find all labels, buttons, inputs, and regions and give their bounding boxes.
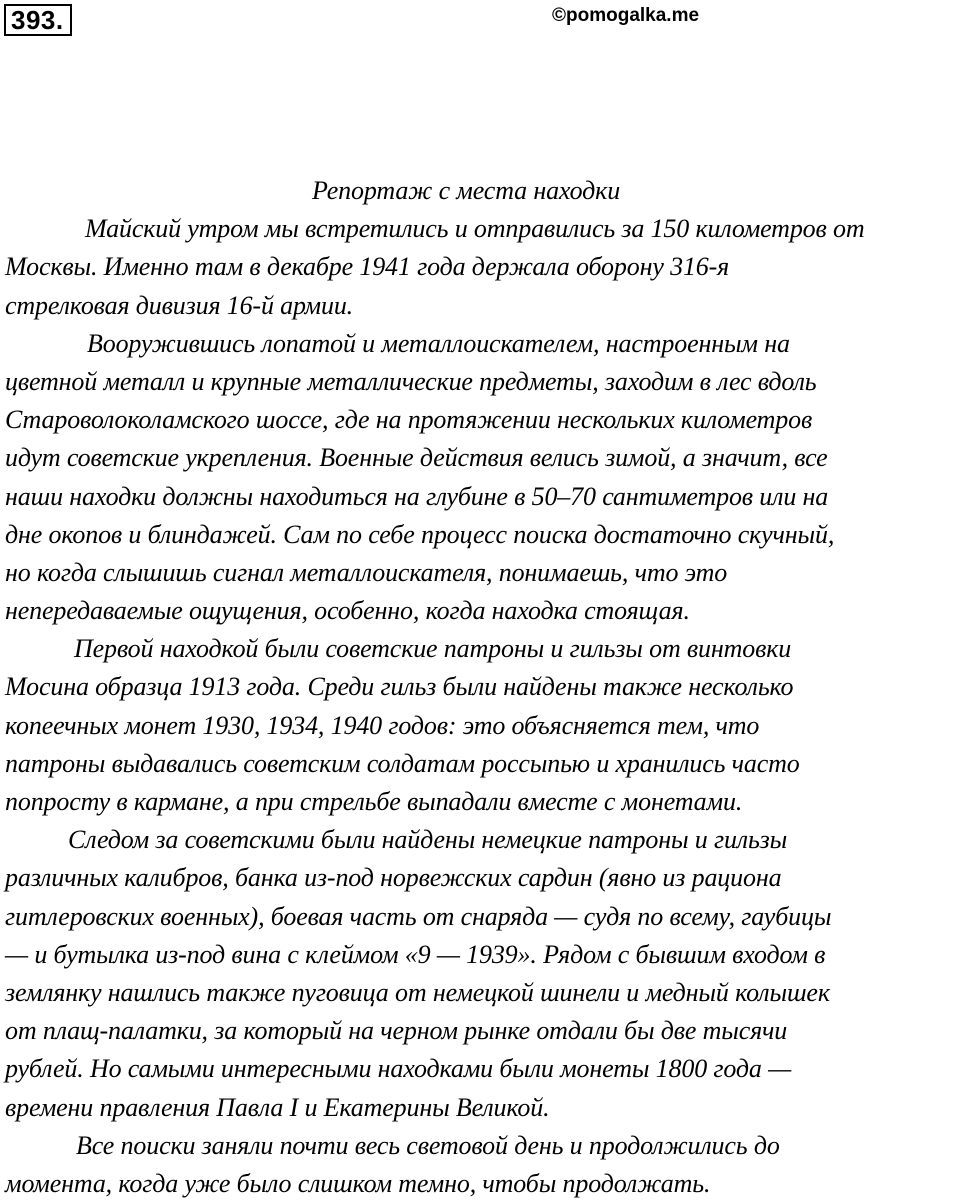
paragraph-2-line-2: цветной металл и крупные металлические предметы, заходим в лес вдоль bbox=[5, 366, 817, 396]
task-number-badge: 393. bbox=[4, 4, 72, 36]
paragraph-4-line-7: рублей. Но самыми интересными находками были монеты 1800 года — bbox=[5, 1054, 792, 1084]
paragraph-5-line-2: момента, когда уже было слишком темно, чтобы продолжать. bbox=[5, 1168, 711, 1198]
paragraph-4-line-2: различных калибров, банка из-под норвежских сардин (явно из рациона bbox=[5, 863, 782, 893]
paragraph-2-line-7: но когда слышишь сигнал металлоискателя, понимаешь, что это bbox=[5, 557, 728, 587]
paragraph-2-line-4: идут советские укрепления. Военные действия велись зимой, а значит, все bbox=[5, 443, 828, 473]
paragraph-3-line-5: попросту в кармане, а при стрельбе выпадали вместе с монетами. bbox=[5, 787, 743, 816]
paragraph-4-line-6: от плащ-палатки, за который на черном рынке отдали бы две тысячи bbox=[5, 1016, 788, 1046]
paragraph-1-line-3: стрелковая дивизия 16-й армии. bbox=[5, 290, 354, 320]
article-body bbox=[5, 172, 960, 1203]
paragraph-3-line-4: патроны выдавались советским солдатам россыпью и хранились часто bbox=[5, 748, 800, 778]
paragraph-4-line-4: — и бутылка из-под вина с клеймом «9 — 1939». Рядом с бывшим входом в bbox=[5, 939, 826, 969]
paragraph-4-line-8: времени правления Павла I и Екатерины Великой. bbox=[5, 1092, 550, 1122]
paragraph-1-line-1: Майский утром мы встретились и отправились за 150 километров от bbox=[85, 214, 865, 244]
paragraph-2-line-3: Староволоколамского шоссе, где на протяжении нескольких километров bbox=[5, 405, 813, 435]
paragraph-3-line-3: копеечных монет 1930, 1934, 1940 годов: это объясняется тем, что bbox=[5, 710, 760, 740]
paragraph-4-line-3: гитлеровских военных), боевая часть от снаряда — судя по всему, гаубицы bbox=[5, 901, 832, 931]
paragraph-3-line-2: Мосина образца 1913 года. Среди гильз были найдены также несколько bbox=[5, 672, 794, 702]
paragraph-4-line-1: Следом за советскими были найдены немецкие патроны и гильзы bbox=[68, 825, 788, 855]
paragraph-3-line-1: Первой находкой были советские патроны и гильзы от винтовки bbox=[74, 634, 792, 664]
paragraph-2-line-8: непередаваемые ощущения, особенно, когда находка стоящая. bbox=[5, 596, 690, 626]
article-title: Репортаж с места находки bbox=[312, 176, 621, 205]
site-watermark: ©pomogalka.me bbox=[552, 5, 700, 26]
paragraph-5-line-1: Все поиски заняли почти весь световой день и продолжились до bbox=[76, 1130, 780, 1160]
paragraph-2-line-6: дне окопов и блиндажей. Сам по себе процесс поиска достаточно скучный, bbox=[5, 519, 835, 549]
paragraph-1-line-2: Москвы. Именно там в декабре 1941 года держала оборону 316-я bbox=[5, 252, 730, 282]
paragraph-2-line-1: Вооружившись лопатой и металлоискателем, настроенным на bbox=[87, 328, 790, 358]
paragraph-4-line-5: землянку нашлись также пуговица от немецкой шинели и медный колышек bbox=[5, 977, 830, 1007]
paragraph-2-line-5: наши находки должны находиться на глубине в 50–70 сантиметров или на bbox=[5, 481, 829, 511]
